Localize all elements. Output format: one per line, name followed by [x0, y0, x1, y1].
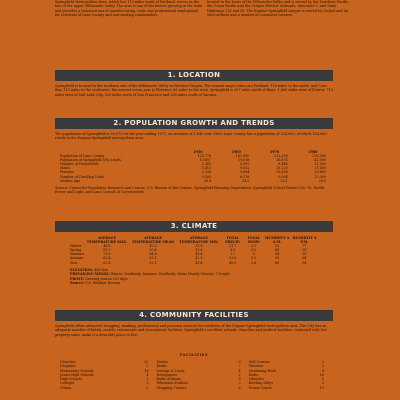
facility-count: 2 [238, 372, 241, 377]
table-cell: 13,220 [276, 166, 288, 171]
table-cell: 5,394 [201, 170, 212, 175]
table-cell: 11,000 [314, 162, 326, 167]
table-cell: 6,276 [239, 174, 250, 179]
facility-count: 2 [321, 360, 324, 364]
table-cell: 93 [275, 256, 280, 261]
table-row [60, 386, 332, 390]
climate-table-header [70, 236, 318, 244]
facility-count: 16 [144, 368, 149, 373]
facility-name: Elementary Schools [60, 368, 94, 373]
facility-count: 5 [146, 385, 149, 390]
table-cell: 26.4 [203, 178, 212, 183]
intro-text-left: Springfield Metropolitan Area, which lies 110 miles south of Portland, serves as the hub of the upper Willamette Valley. The area is one of the fastest growing in the state and provides a balanced mix of manufacturing, trade and professional employment for residents of Lane County and surrounding communities. [55, 0, 203, 17]
facility-count: 6 [238, 385, 241, 390]
table-cell: 42.8 [195, 256, 203, 261]
table-cell: 35 [302, 252, 307, 257]
table-cell: 62.8 [103, 260, 111, 265]
facility-name: Colleges [60, 381, 75, 386]
table-cell: 88 [275, 248, 280, 253]
population-table [60, 150, 332, 183]
facility-name: Television Stations [156, 381, 188, 386]
facility-name: Hospitals [60, 364, 76, 369]
table-cell: 9,804 [239, 170, 250, 175]
row-label: Median Age [60, 178, 81, 183]
facility-count: 2 [321, 364, 324, 369]
table-cell: 63.4 [103, 256, 111, 261]
table-cell: 3,505 [201, 174, 212, 179]
intro-text-right: located in the heart of the Willamette Valley and is served by the Southern Pacific, the Union Pacific and the Oregon Electric railroads, Interstate 5, and State Highways 126 and 58. The Eugene-Springfield Airport is served by United and Air West airlines and a number of commuter carriers. [207, 0, 350, 17]
table-cell: 84 [275, 252, 280, 257]
table-cell: 53.1 [149, 256, 157, 261]
facilities-list-title: FACILITIES [179, 353, 209, 357]
note-value: Winter: Southerly; Summer: Northerly; Mean Hourly Velocity: 7.6 mph [110, 272, 230, 277]
table-cell: 125,776 [197, 154, 212, 159]
population-col-header: 1980 [308, 150, 318, 154]
note-value: U.S. Weather Bureau [85, 281, 121, 286]
section-heading-population: 2. POPULATION GROWTH AND TRENDS [55, 118, 333, 129]
facility-count: 9 [238, 360, 241, 364]
facility-name: Shopping Centers [156, 385, 187, 390]
facility-name: Tennis Courts [248, 385, 272, 390]
note-label: FROST: [70, 276, 84, 281]
facility-name: Radio Stations [156, 377, 181, 382]
row-label: Population of Springfield City Limits [60, 158, 121, 163]
table-cell: 13,500 [314, 174, 326, 179]
facility-name: High Schools [60, 377, 83, 382]
table-cell: 21.7 [229, 244, 237, 249]
table-cell: 40.3 [149, 244, 157, 249]
row-label: Number of Dwelling Units [60, 174, 104, 179]
facility-name: Clinics [60, 385, 72, 390]
table-cell: 10,807 [199, 158, 212, 163]
facility-name: Golf Courses [248, 360, 271, 364]
climate-col-header: TOTAL PRECIP. [225, 236, 241, 245]
note-label: PREVAILING WINDS: [70, 272, 110, 277]
table-cell: 45.0 [229, 260, 237, 265]
table-cell: 0 [252, 252, 255, 257]
table-cell: 9,094 [278, 174, 288, 179]
row-label: Summer [70, 252, 85, 257]
facility-count: 5 [238, 377, 241, 382]
table-cell: 52.1 [149, 260, 157, 265]
facility-name: Newspapers [156, 372, 178, 377]
climate-col-header: HUMIDITY 4 A.M. [265, 236, 290, 245]
facility-name: Theaters [248, 364, 264, 369]
note-label: ELEVATION: [70, 268, 94, 272]
table-cell: 8,446 [278, 162, 288, 167]
table-cell: 5,987 [239, 162, 250, 167]
table-cell: 13,654 [276, 170, 288, 175]
table-cell: 49.4 [195, 252, 203, 257]
row-label: Spring [70, 248, 82, 253]
table-cell: 26,874 [276, 158, 288, 163]
table-cell: 24.9 [242, 178, 250, 183]
table-cell: 3,361 [201, 162, 212, 167]
facility-name: Swimming Pools [248, 368, 277, 373]
table-row [60, 179, 332, 183]
facilities-table [60, 360, 332, 390]
table-cell: 33.8 [195, 244, 203, 249]
climate-col-header: TOTAL SNOW [247, 236, 260, 245]
table-cell: 92 [275, 244, 280, 249]
facility-count: 4 [238, 368, 241, 373]
facility-count: 3 [238, 381, 241, 386]
facility-count: 2 [146, 377, 149, 382]
row-label: Autumn [70, 256, 84, 261]
table-cell: 21,400 [314, 166, 326, 171]
table-cell: 46.8 [103, 244, 111, 249]
table-cell: 55 [302, 248, 307, 253]
table-cell: 9,812 [239, 166, 250, 171]
table-cell: 58 [302, 260, 307, 265]
table-cell: 41.4 [195, 260, 203, 265]
row-label: Winter [70, 244, 82, 249]
facility-name: Libraries [248, 377, 264, 382]
table-cell: 26.0 [318, 178, 326, 183]
facility-name: Banks [156, 364, 167, 369]
population-col-header: 1960 [231, 150, 241, 154]
facility-count: 4 [321, 368, 324, 373]
table-cell: 9.0 [230, 248, 236, 253]
table-row [70, 261, 318, 265]
table-cell: 64 [302, 256, 307, 261]
table-cell: 77 [302, 244, 307, 249]
section-heading-location: 1. LOCATION [55, 70, 333, 81]
note-value: 456 feet [94, 268, 108, 272]
note-value: Growing season 202 days [84, 276, 128, 281]
climate-col-header: AVERAGE TEMPERATURE MEAN [131, 236, 175, 245]
section-heading-climate: 3. CLIMATE [55, 221, 333, 232]
table-cell: 12.6 [229, 256, 237, 261]
table-cell: 20,600 [314, 170, 326, 175]
row-label: Year [70, 260, 78, 265]
facility-count: 1 [321, 377, 324, 382]
facility-count: 4 [146, 372, 149, 377]
climate-col-header: AVERAGE TEMPERATURE MIN. [179, 236, 219, 245]
table-cell: 42,000 [314, 158, 326, 163]
section-heading-facilities: 4. COMMUNITY FACILITIES [55, 310, 333, 321]
facility-count: 2 [146, 381, 149, 386]
table-cell: 250,000 [312, 154, 326, 159]
facility-name: Savings & Loans [156, 368, 185, 373]
population-col-header: 1970 [269, 150, 280, 154]
table-cell: 162,890 [235, 154, 250, 159]
climate-col-header: AVERAGE TEMPERATURE MAX. [86, 236, 128, 245]
facility-count: 16 [319, 372, 324, 377]
facility-name: Parks [248, 372, 258, 377]
note-label: Source: [70, 281, 85, 286]
facility-count: 12 [319, 385, 324, 390]
table-cell: 0.2 [251, 256, 257, 261]
table-cell: 39.6 [195, 248, 203, 253]
table-cell: 61.2 [103, 248, 111, 253]
table-cell: 213,358 [274, 154, 288, 159]
facility-count: 7 [238, 364, 241, 369]
table-cell: 19,616 [237, 158, 250, 163]
climate-notes [70, 268, 330, 286]
climate-col-header [70, 236, 84, 244]
table-cell: 1.7 [230, 252, 236, 257]
population-col-header: 1950 [193, 150, 203, 154]
table-cell: 0.2 [251, 248, 257, 253]
facility-count: 2 [146, 364, 149, 369]
climate-note [70, 281, 330, 285]
facility-count: 22 [144, 360, 149, 364]
table-cell: 25.1 [280, 178, 288, 183]
row-label: Population of Lane County [60, 154, 105, 159]
table-cell: 50.4 [149, 248, 157, 253]
facility-name: Churches [60, 360, 76, 364]
facility-name: Junior High Schools [60, 372, 94, 377]
row-label: Males [60, 166, 71, 171]
climate-table [70, 236, 318, 265]
climate-col-header: HUMIDITY 4 P.M. [292, 236, 317, 245]
population-source: Source: Center for Population Research and Census, U.S. Bureau of the Census, Springfield Planning Department, Springfield School District No. 19, Pacific Power and Light, and Lane Council of Governments. [55, 186, 325, 195]
facility-name: Motels [156, 360, 168, 364]
table-cell: 5,413 [201, 166, 212, 171]
facility-count: 3 [321, 381, 324, 386]
table-cell: 3.6 [251, 260, 257, 265]
location-text: Springfield is located in the southern end of the Willamette Valley in Western Oregon. The nearest major cities are Portland, 110 miles to the north, and Coos Bay, 115 miles to the southwest, the nearest ocean port is Florence, 65 miles to the west. Springfield is 297 miles north of Reno, 1,660 miles west of Denver, 710 miles west of Salt Lake City, 520 miles south of San Francisco and 290 miles south of Tacoma. [55, 84, 333, 97]
table-cell: 64.6 [149, 252, 157, 257]
row-label: Number of Households [60, 162, 99, 167]
facilities-text: Springfield offers attractive shopping, banking, professional and personal services for residents of the Eugene-Springfield metropolitan area. The City has an adequate number of hotels, motels, restaurants and recreational facilities. Springfield's excellent schools, churches and medical facilities, combined with low property taxes, make it a desirable place to live. [55, 324, 327, 337]
population-text: The population of Springfield is 26,075 for the year ending 1971, an increase of 1,840 over 1969. Lane County has a population of 224,000, of which 150,000 reside in the Eugene-Springfield metropolitan area. [55, 132, 327, 141]
table-cell: 89 [275, 260, 280, 265]
table-cell: 79.8 [103, 252, 111, 257]
facility-name: Bowling Alleys [248, 381, 274, 386]
table-cell: 3.2 [251, 244, 257, 249]
row-label: Females [60, 170, 74, 175]
